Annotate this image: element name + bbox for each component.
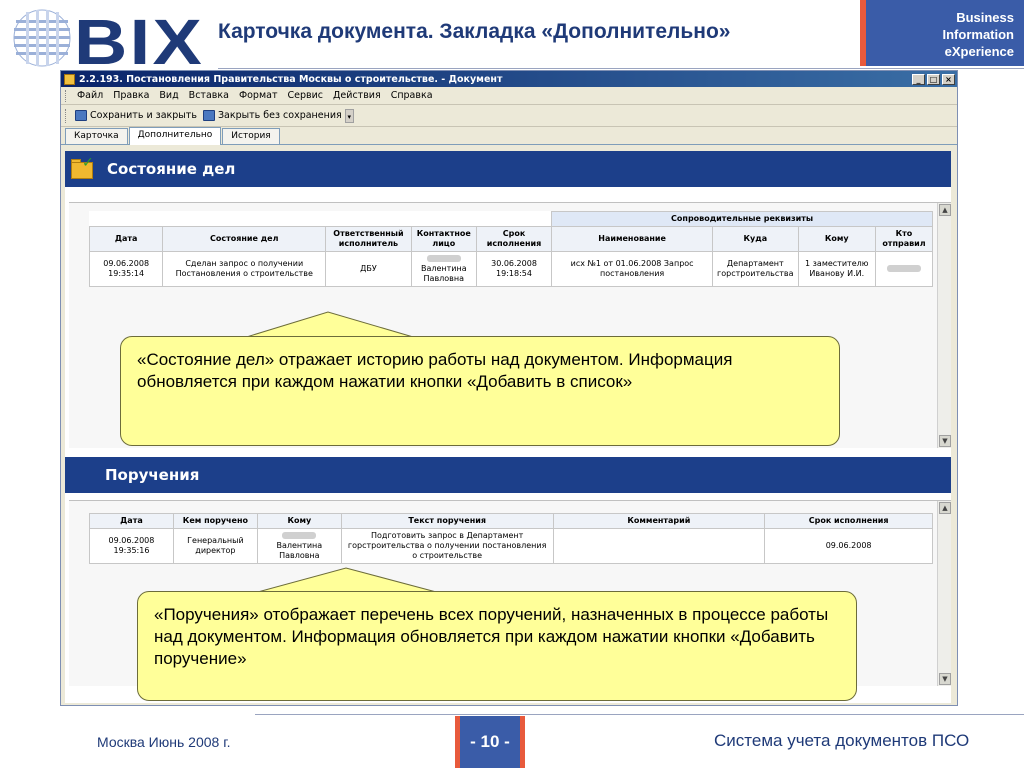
cell-a-deadline: 09.06.2008: [765, 529, 933, 564]
col-date[interactable]: Дата: [90, 227, 163, 252]
section-header-assignments: [65, 457, 951, 493]
menu-bar: [61, 87, 957, 105]
footer-divider: [255, 714, 1024, 715]
scroll-down-icon[interactable]: ▼: [939, 673, 951, 685]
status-table: [89, 211, 933, 287]
col-deadline[interactable]: Срок исполнения: [476, 227, 551, 252]
tab-history[interactable]: История: [222, 128, 279, 144]
menu-view[interactable]: Вид: [159, 90, 179, 101]
section-title-assignments: Поручения: [105, 466, 200, 484]
contact-name: Валентина Павловна: [420, 264, 467, 283]
cell-status: Сделан запрос о получении Постановления о строительстве: [163, 252, 326, 287]
cell-date: 09.06.2008 19:35:14: [90, 252, 163, 287]
close-button[interactable]: ×: [942, 74, 955, 85]
callout-status-history: «Состояние дел» отражает историю работы над документом. Информация обновляется при каждом нажатии кнопки «Добавить в список»: [120, 336, 840, 446]
cell-where: Департамент горстроительства: [713, 252, 799, 287]
table-row[interactable]: [90, 529, 933, 564]
footer-system-name: Система учета документов ПСО: [714, 731, 970, 750]
cell-name: исх №1 от 01.06.2008 Запрос постановления: [552, 252, 713, 287]
close-without-saving-button[interactable]: [200, 107, 345, 125]
col-contact[interactable]: Контактное лицо: [411, 227, 476, 252]
section-title-status: Состояние дел: [107, 160, 236, 178]
menu-actions[interactable]: Действия: [333, 90, 381, 101]
table-row[interactable]: [90, 252, 933, 287]
brand-line-2: Information: [942, 27, 1014, 42]
footer-location-date: Москва Июнь 2008 г.: [97, 734, 231, 750]
col-to[interactable]: Кому: [798, 227, 875, 252]
globe-icon: [14, 10, 70, 66]
folder-check-icon: ✓: [71, 159, 95, 179]
group-header-accompanying: Сопроводительные реквизиты: [552, 212, 933, 227]
close-without-saving-label: Закрыть без сохранения: [217, 110, 342, 121]
scroll-down-icon[interactable]: ▼: [939, 435, 951, 447]
callout-assignments: «Поручения» отображает перечень всех поручений, назначенных в процессе работы над документом. Информация обновляется при каждом нажатии кнопки «Добавить поручение»: [137, 591, 857, 701]
col-responsible[interactable]: Ответственный исполнитель: [326, 227, 412, 252]
cell-responsible: ДБУ: [326, 252, 412, 287]
maximize-button[interactable]: □: [927, 74, 940, 85]
col-a-to[interactable]: Кому: [257, 514, 341, 529]
redacted-sender: [887, 265, 921, 272]
cell-to: 1 заместителю Иванову И.И.: [798, 252, 875, 287]
save-icon: [75, 110, 87, 121]
scroll-up-icon[interactable]: ▲: [939, 204, 951, 216]
cell-a-by: Генеральный директор: [173, 529, 257, 564]
menu-service[interactable]: Сервис: [287, 90, 323, 101]
col-sender[interactable]: Кто отправил: [875, 227, 932, 252]
logo-text: BIX: [74, 6, 204, 70]
cell-deadline: 30.06.2008 19:18:54: [476, 252, 551, 287]
assignments-scrollbar[interactable]: [937, 501, 951, 686]
cell-a-date: 09.06.2008 19:35:16: [90, 529, 174, 564]
save-and-close-button[interactable]: [72, 107, 200, 125]
brand-line-1: Business: [956, 10, 1014, 25]
window-titlebar[interactable]: [61, 71, 957, 87]
assignee-name: Валентина Павловна: [276, 541, 323, 560]
callout2-pointer: [250, 566, 450, 594]
menu-insert[interactable]: Вставка: [188, 90, 229, 101]
page-number: - 10 -: [455, 716, 525, 768]
header-divider: [218, 68, 1024, 69]
cell-a-to: [257, 529, 341, 564]
redacted-surname: [282, 532, 316, 539]
tab-additional[interactable]: Дополнительно: [129, 127, 222, 145]
col-name[interactable]: Наименование: [552, 227, 713, 252]
menu-format[interactable]: Формат: [238, 90, 278, 101]
cell-sender: [875, 252, 932, 287]
menu-file[interactable]: Файл: [77, 90, 104, 101]
tab-strip: [61, 127, 957, 145]
menu-edit[interactable]: Правка: [113, 90, 150, 101]
cell-a-text: Подготовить запрос в Департамент горстроительства о получении постановления о строительстве: [341, 529, 553, 564]
slide-title: Карточка документа. Закладка «Дополнительно»: [218, 20, 731, 43]
redacted-surname: [427, 255, 461, 262]
toolbar-overflow-chevron-icon[interactable]: ▾: [345, 109, 354, 123]
col-a-by[interactable]: Кем поручено: [173, 514, 257, 529]
col-a-text[interactable]: Текст поручения: [341, 514, 553, 529]
menu-help[interactable]: Справка: [390, 90, 433, 101]
save-and-close-label: Сохранить и закрыть: [90, 110, 197, 121]
bix-logo: [10, 6, 210, 70]
brand-block: [860, 0, 1024, 66]
col-a-deadline[interactable]: Срок исполнения: [765, 514, 933, 529]
cell-contact: [411, 252, 476, 287]
status-scrollbar[interactable]: [937, 203, 951, 448]
scroll-up-icon[interactable]: ▲: [939, 502, 951, 514]
col-where[interactable]: Куда: [713, 227, 799, 252]
minimize-button[interactable]: _: [912, 74, 925, 85]
toolbar-grip: [65, 109, 68, 123]
window-title: 2.2.193. Постановления Правительства Москвы о строительстве. - Документ: [79, 73, 503, 85]
brand-line-3: eXperience: [944, 44, 1014, 59]
section-header-status: [65, 151, 951, 187]
col-status[interactable]: Состояние дел: [163, 227, 326, 252]
col-a-comment[interactable]: Комментарий: [553, 514, 765, 529]
tab-card[interactable]: Карточка: [65, 128, 128, 144]
menu-grip: [65, 90, 68, 102]
cell-a-comment: [553, 529, 765, 564]
toolbar: [61, 105, 957, 127]
col-a-date[interactable]: Дата: [90, 514, 174, 529]
document-icon: [64, 74, 75, 85]
assignments-table: [89, 513, 933, 564]
close-doc-icon: [203, 110, 215, 121]
